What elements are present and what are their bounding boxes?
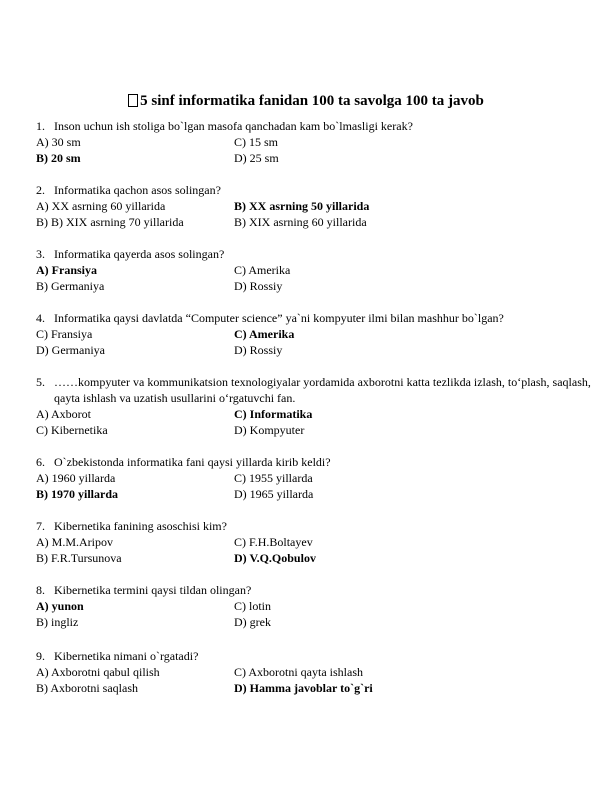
option-label: D)	[234, 343, 247, 357]
option-label: B)	[36, 615, 48, 629]
question-number: 6.	[36, 455, 45, 469]
option-label: B)	[234, 199, 246, 213]
option-text: Axborotni qabul qilish	[51, 665, 160, 679]
option-text: Fransiya	[51, 263, 98, 277]
answer-options	[36, 262, 596, 294]
question-number: 8.	[36, 583, 45, 597]
option-label: D)	[234, 279, 247, 293]
answer-option	[234, 664, 432, 680]
option-text: B) XIX asrning 70 yillarida	[51, 215, 184, 229]
answer-option-correct	[36, 262, 234, 278]
question-item	[36, 374, 596, 438]
option-label: C)	[234, 599, 246, 613]
answer-option	[36, 342, 234, 358]
option-text: ingliz	[51, 615, 79, 629]
answer-option	[234, 598, 432, 614]
answer-option	[234, 214, 432, 230]
question-text: Kibernetika termini qaysi tildan olingan?	[54, 583, 252, 597]
option-label: B)	[36, 215, 48, 229]
answer-option	[36, 406, 234, 422]
question-item	[36, 582, 596, 630]
question-text: Kibernetika fanining asoschisi kim?	[54, 519, 227, 533]
question-line	[36, 582, 596, 598]
question-item	[36, 310, 596, 358]
option-label: D)	[234, 151, 247, 165]
option-label: B)	[36, 551, 48, 565]
option-label: C)	[36, 327, 48, 341]
answer-option	[234, 486, 432, 502]
answer-option	[36, 326, 234, 342]
question-number: 2.	[36, 183, 45, 197]
answer-option	[36, 534, 234, 550]
answer-option	[36, 614, 234, 630]
option-label: B)	[36, 151, 48, 165]
answer-option	[36, 214, 234, 230]
answer-options	[36, 326, 596, 358]
option-label: C)	[234, 665, 246, 679]
option-text: Axborotni qayta ishlash	[248, 665, 363, 679]
answer-option	[36, 198, 234, 214]
option-label: C)	[234, 535, 246, 549]
option-text: 25 sm	[249, 151, 279, 165]
option-text: lotin	[249, 599, 272, 613]
option-label: A)	[36, 407, 49, 421]
question-item	[36, 118, 596, 166]
answer-options	[36, 134, 596, 166]
question-line	[36, 648, 596, 664]
answer-option	[234, 534, 432, 550]
option-text: XIX asrning 60 yillarida	[249, 215, 367, 229]
question-text: Kibernetika nimani o`rgatadi?	[54, 649, 199, 663]
option-label: D)	[234, 615, 247, 629]
option-text: 1965 yillarda	[249, 487, 314, 501]
answer-option-correct	[234, 550, 432, 566]
option-text: Fransiya	[51, 327, 93, 341]
answer-options	[36, 470, 596, 502]
answer-option-correct	[234, 198, 432, 214]
answer-option	[234, 422, 432, 438]
option-text: Rossiy	[249, 343, 283, 357]
question-number: 9.	[36, 649, 45, 663]
document-title	[0, 92, 612, 110]
answer-options	[36, 406, 596, 438]
question-text: Informatika qachon asos solingan?	[54, 183, 221, 197]
option-label: D)	[234, 423, 247, 437]
option-text: 20 sm	[51, 151, 81, 165]
option-text: Kibernetika	[51, 423, 108, 437]
question-text: Inson uchun ish stoliga bo`lgan masofa qanchadan kam bo`lmasligi kerak?	[54, 119, 413, 133]
question-item	[36, 648, 596, 696]
option-text: Amerika	[248, 263, 291, 277]
option-text: grek	[249, 615, 271, 629]
option-text: 15 sm	[249, 135, 279, 149]
option-label: B)	[36, 279, 48, 293]
question-text: O`zbekistonda informatika fani qaysi yillarda kirib keldi?	[54, 455, 331, 469]
answer-option	[234, 150, 432, 166]
question-text: Informatika qayerda asos solingan?	[54, 247, 225, 261]
question-line	[36, 374, 596, 406]
option-label: D)	[234, 681, 247, 695]
option-label: C)	[234, 471, 246, 485]
option-text: V.Q.Qobulov	[249, 551, 316, 565]
question-item	[36, 454, 596, 502]
answer-option	[234, 470, 432, 486]
answer-option	[234, 134, 432, 150]
option-text: Axborot	[51, 407, 92, 421]
option-label: D)	[234, 551, 247, 565]
question-number: 3.	[36, 247, 45, 261]
option-text: XX asrning 60 yillarida	[51, 199, 166, 213]
option-text: Kompyuter	[249, 423, 305, 437]
option-text: 1955 yillarda	[249, 471, 313, 485]
option-label: C)	[234, 407, 247, 421]
answer-option	[36, 470, 234, 486]
answer-option-correct	[36, 486, 234, 502]
question-number: 4.	[36, 311, 45, 325]
option-text: 30 sm	[51, 135, 81, 149]
question-number: 7.	[36, 519, 45, 533]
answer-option-correct	[234, 406, 432, 422]
option-label: C)	[36, 423, 48, 437]
option-text: Rossiy	[249, 279, 283, 293]
question-line	[36, 310, 596, 326]
option-text: XX asrning 50 yillarida	[249, 199, 370, 213]
option-text: Hamma javoblar to`g`ri	[249, 681, 373, 695]
question-line	[36, 182, 596, 198]
question-number: 1.	[36, 119, 45, 133]
answer-options	[36, 598, 596, 630]
option-label: B)	[36, 487, 48, 501]
option-text: Germaniya	[51, 343, 105, 357]
question-item	[36, 246, 596, 294]
option-label: C)	[234, 327, 247, 341]
question-number: 5.	[36, 375, 45, 389]
question-line	[36, 246, 596, 262]
option-text: Informatika	[249, 407, 313, 421]
answer-option	[234, 278, 432, 294]
question-text: Informatika qaysi davlatda “Computer science” ya`ni kompyuter ilmi bilan mashhur bo`lgan?	[54, 311, 504, 325]
option-text: Axborotni saqlash	[50, 681, 138, 695]
option-text: M.M.Aripov	[51, 535, 114, 549]
document-title-text: 5 sinf informatika fanidan 100 ta savolga 100 ta javob	[140, 93, 484, 109]
answer-options	[36, 664, 596, 696]
option-label: A)	[36, 199, 49, 213]
missing-glyph-icon	[128, 94, 138, 107]
question-line	[36, 118, 596, 134]
answer-option	[234, 262, 432, 278]
answer-option-correct	[36, 150, 234, 166]
option-label: A)	[36, 535, 49, 549]
answer-option-correct	[234, 680, 432, 696]
option-label: A)	[36, 599, 49, 613]
option-label: B)	[36, 681, 48, 695]
option-label: C)	[234, 135, 246, 149]
answer-option	[234, 342, 432, 358]
option-text: 1960 yillarda	[51, 471, 116, 485]
option-text: yunon	[51, 599, 84, 613]
option-label: D)	[234, 487, 247, 501]
answer-option	[36, 550, 234, 566]
option-text: Amerika	[249, 327, 295, 341]
option-label: B)	[234, 215, 246, 229]
option-label: A)	[36, 471, 49, 485]
question-text: ……kompyuter va kommunikatsion texnologiyalar yordamida axborotni katta tezlikda izlash, to‘plash, saqlash, qayta ishlash va uzatish usullarini o‘rgatuvchi fan.	[54, 375, 591, 405]
answer-option	[36, 664, 234, 680]
answer-option	[234, 614, 432, 630]
option-label: A)	[36, 263, 49, 277]
question-item	[36, 182, 596, 230]
answer-option	[36, 680, 234, 696]
answer-option-correct	[36, 598, 234, 614]
option-text: 1970 yillarda	[51, 487, 119, 501]
answer-option	[36, 422, 234, 438]
option-label: A)	[36, 135, 49, 149]
option-label: C)	[234, 263, 246, 277]
answer-options	[36, 198, 596, 230]
question-line	[36, 518, 596, 534]
answer-option	[36, 278, 234, 294]
answer-option	[36, 134, 234, 150]
question-line	[36, 454, 596, 470]
option-text: F.R.Tursunova	[51, 551, 122, 565]
option-label: D)	[36, 343, 49, 357]
question-item	[36, 518, 596, 566]
answer-options	[36, 534, 596, 566]
option-label: A)	[36, 665, 49, 679]
answer-option-correct	[234, 326, 432, 342]
option-text: F.H.Boltayev	[249, 535, 313, 549]
option-text: Germaniya	[51, 279, 105, 293]
